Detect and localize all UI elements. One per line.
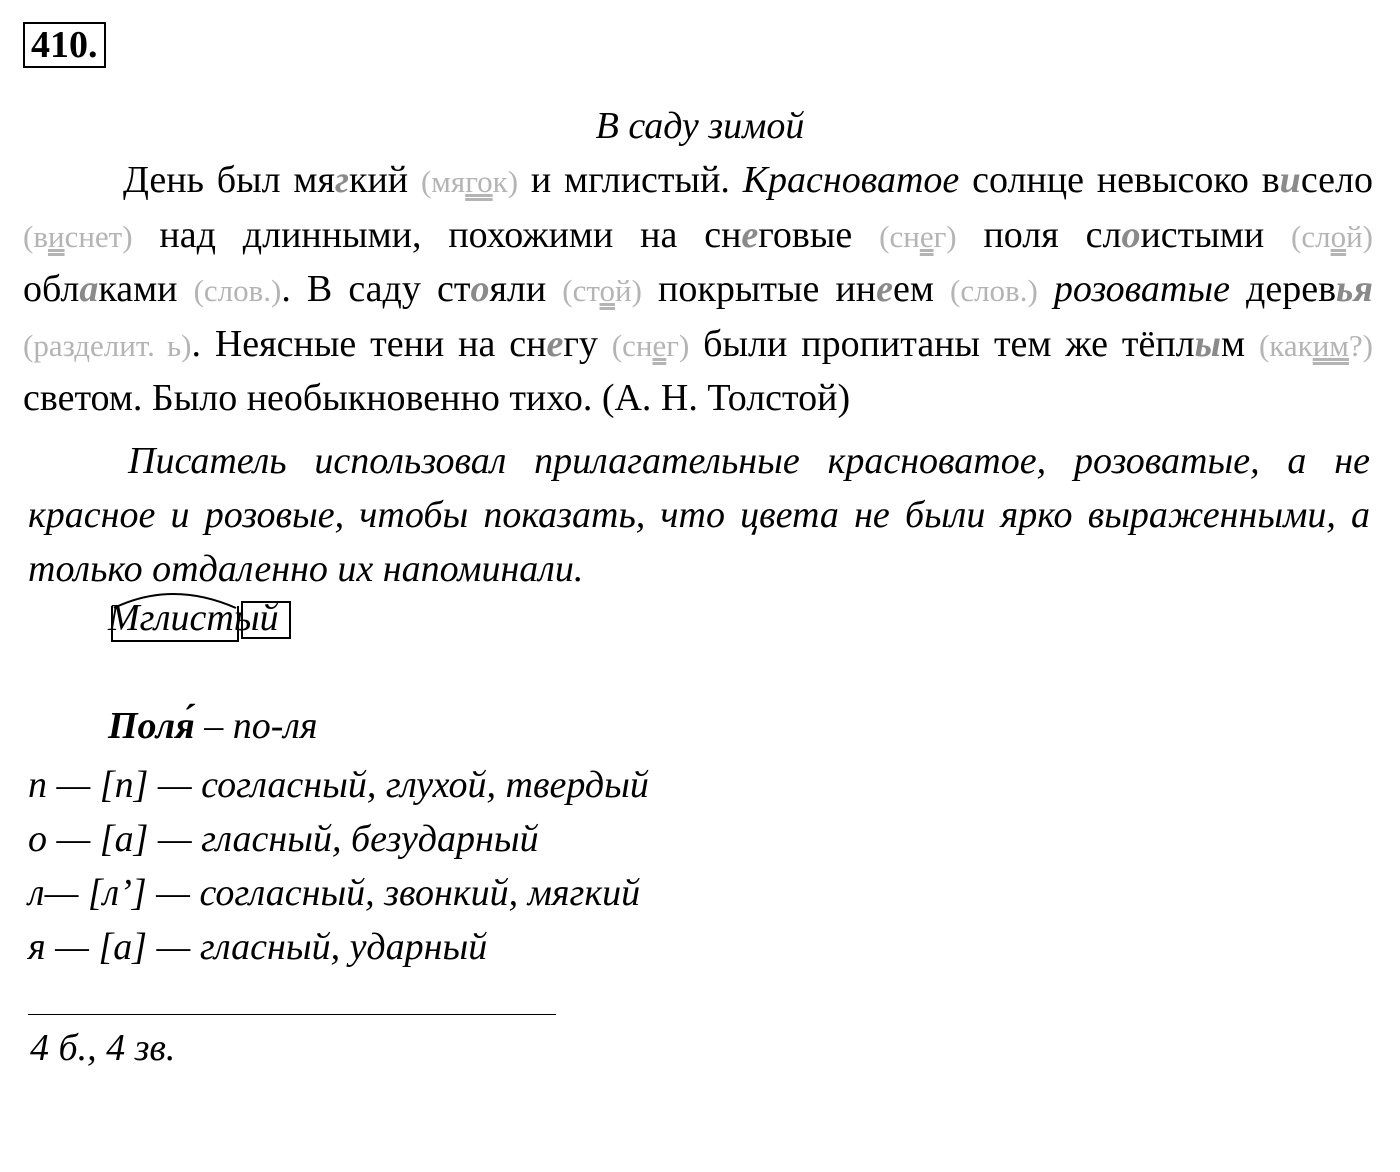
stem-bracket <box>112 606 238 641</box>
morpheme-ending: ый <box>233 597 279 639</box>
text-title: В саду зимой <box>595 105 805 147</box>
phonetic-row: о — [а] — гласный, безударный <box>28 818 539 860</box>
morpheme-stem: Мглист <box>108 597 234 639</box>
phonetic-rows <box>28 758 649 974</box>
author-comment: Писатель использовал прилагательные красноватое, розоватые, а не красное и розовые, чтобы показать, что цвета не были ярко выраженными, а только отдаленно их напоминали. <box>28 440 1370 590</box>
spelling-hint: (снег) <box>879 218 957 254</box>
morpheme-marks <box>108 586 348 646</box>
spelling-hint: (снег) <box>611 327 690 363</box>
spelling-hint: (стой) <box>562 273 642 308</box>
spelling-hint: (мягок) <box>420 164 519 199</box>
spelling-hint: (каким?) <box>1258 327 1374 363</box>
spelling-hint: (разделит. ь) <box>23 327 192 363</box>
ending-box <box>242 602 290 638</box>
morphemic-analysis <box>108 586 348 646</box>
phonetic-heading <box>108 704 318 748</box>
spelling-hint: (слов.) <box>193 273 282 308</box>
phonetic-syllables: – по-ля <box>194 705 318 747</box>
spelling-hint: (слов.) <box>950 273 1038 308</box>
divider <box>28 1014 556 1015</box>
root-arc <box>114 594 236 608</box>
phonetic-row: п — [п] — согласный, глухой, твердый <box>28 764 649 806</box>
spelling-hint: (слой) <box>1291 218 1373 254</box>
spelling-hint: (виснет) <box>23 218 133 254</box>
passage-text: День был мягкий (мягок) и мглистый. Красноватое солнце невысоко висело (виснет) над длинными, похожими на снеговые (снег) поля слоистыми (слой) облаками (слов.). В саду стояли (стой) покрытые инеем (слов.) розоватые деревья (разделит. ь). Неясные тени на снегу (снег) были пропитаны тем же тёплым (каким?) светом. Было необыкновенно тихо. (А. Н. Толстой) <box>23 159 1374 419</box>
phonetic-word: Поля́ <box>108 705 195 747</box>
letters-sounds-summary: 4 б., 4 зв. <box>30 1027 176 1069</box>
phonetic-row: л— [л’] — согласный, звонкий, мягкий <box>28 872 641 914</box>
phonetic-row: я — [а] — гласный, ударный <box>28 926 488 968</box>
exercise-number: 410. <box>23 22 106 68</box>
